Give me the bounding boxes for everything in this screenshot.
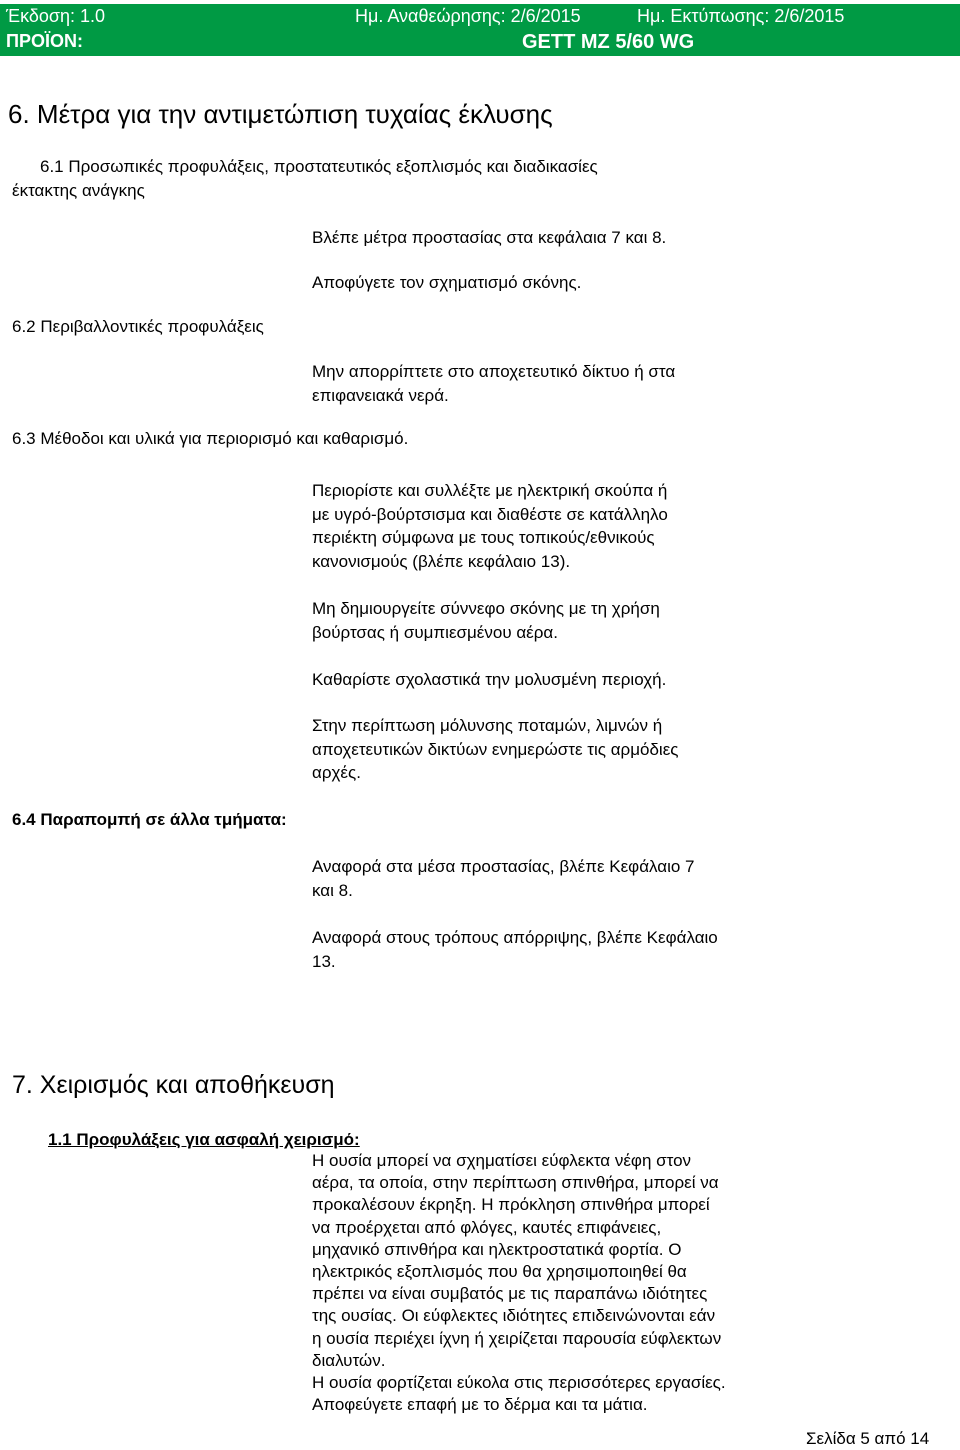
s71-line: πρέπει να είναι συμβατός με τις παραπάνω ιδιότητες [312, 1284, 708, 1304]
s61-text-line2: Αποφύγετε τον σχηματισμό σκόνης. [312, 273, 582, 292]
s64-p2-line: 13. [312, 951, 336, 971]
s63-paragraph-4 [312, 714, 678, 785]
s71-line: ηλεκτρικός εξοπλισμός που θα χρησιμοποιηθεί θα [312, 1262, 687, 1282]
s63-title: 6.3 Μέθοδοι και υλικά για περιορισμό και καθαρισμό. [12, 429, 409, 448]
s62-title: 6.2 Περιβαλλοντικές προφυλάξεις [12, 317, 264, 336]
s71-line: η ουσία περιέχει ίχνη ή χειρίζεται παρουσία εύφλεκτων [312, 1328, 722, 1348]
s71-line: της ουσίας. Οι εύφλεκτες ιδιότητες επιδεινώνονται εάν [312, 1306, 716, 1326]
s63-p1-line: περιέκτη σύμφωνα με τους τοπικούς/εθνικούς [312, 528, 655, 547]
s63-p3-line: Καθαρίστε σχολαστικά την μολυσμένη περιοχή. [312, 670, 667, 689]
s71-line: διαλυτών. [312, 1350, 386, 1370]
s63-p4-line: Στην περίπτωση μόλυνσης ποταμών, λιμνών ή [312, 716, 663, 735]
product-label: ΠΡΟΪΟΝ: [6, 31, 84, 51]
s64-p1-line: και 8. [312, 880, 353, 900]
s63-p1-line: με υγρό-βούρτσισμα και διαθέστε σε κατάλληλο [312, 504, 668, 524]
s64-p2-line: Αναφορά στους τρόπους απόρριψης, βλέπε Κεφάλαιο [312, 928, 718, 947]
s71-line: προκαλέσουν έκρηξη. Η πρόκληση σπινθήρα μπορεί [312, 1195, 710, 1215]
s71-line: αέρα, τα οποία, στην περίπτωση σπινθήρα, μπορεί να [312, 1173, 719, 1193]
s63-paragraph-1 [312, 479, 668, 573]
section6-title: 6. Μέτρα για την αντιμετώπιση τυχαίας έκλυσης [8, 99, 553, 129]
print-date: Ημ. Εκτύπωσης: 2/6/2015 [637, 6, 845, 26]
version: Έκδοση: 1.0 [6, 6, 106, 26]
s62-text-line1: Μην απορρίπτετε στο αποχετευτικό δίκτυο ή στα [312, 362, 676, 381]
section7-title: 7. Χειρισμός και αποθήκευση [12, 1071, 335, 1099]
s71-paragraph [312, 1150, 726, 1416]
s61-text-line1: Βλέπε μέτρα προστασίας στα κεφάλαια 7 και 8. [312, 228, 667, 247]
s71-line: να προέρχεται από φλόγες, καυτές επιφάνειες, [312, 1217, 662, 1237]
s61-title-line1: 6.1 Προσωπικές προφυλάξεις, προστατευτικός εξοπλισμός και διαδικασίες [40, 157, 598, 176]
s63-p1-line: Περιορίστε και συλλέξτε με ηλεκτρική σκούπα ή [312, 481, 668, 500]
page-number: Σελίδα 5 από 14 [806, 1429, 930, 1448]
s64-title: 6.4 Παραπομπή σε άλλα τμήματα: [12, 810, 287, 829]
s63-p2-line: βούρτσας ή συμπιεσμένου αέρα. [312, 622, 558, 642]
s63-paragraph-2 [312, 597, 660, 644]
s62-text-line2: επιφανειακά νερά. [312, 386, 449, 405]
s71-line: Η ουσία φορτίζεται εύκολα στις περισσότερες εργασίες. [312, 1373, 726, 1393]
s61-title-line2: έκτακτης ανάγκης [12, 181, 145, 200]
s64-p1-line: Αναφορά στα μέσα προστασίας, βλέπε Κεφάλαιο 7 [312, 857, 695, 876]
s63-paragraph-3 [312, 668, 666, 692]
s71-line: Αποφεύγετε επαφή με το δέρμα και τα μάτια. [312, 1395, 648, 1415]
s63-p2-line: Μη δημιουργείτε σύννεφο σκόνης με τη χρήση [312, 599, 660, 618]
header-bar-bottom [0, 29, 960, 56]
s71-line: Η ουσία μπορεί να σχηματίσει εύφλεκτα νέφη στον [312, 1151, 692, 1170]
s64-paragraph-1 [312, 855, 695, 902]
s63-p4-line: αρχές. [312, 763, 361, 782]
s64-paragraph-2 [312, 926, 718, 973]
s63-p1-line: κανονισμούς (βλέπε κεφάλαιο 13). [312, 551, 571, 571]
s63-p4-line: αποχετευτικών δικτύων ενημερώστε τις αρμόδιες [312, 739, 679, 759]
s71-line: μηχανικό σπινθήρα και ηλεκτροστατικά φορτία. Ο [312, 1239, 682, 1259]
product-name: GETT MZ 5/60 WG [522, 31, 695, 53]
s71-title: 1.1 Προφυλάξεις για ασφαλή χειρισμό: [48, 1130, 360, 1149]
revision-date: Ημ. Αναθεώρησης: 2/6/2015 [355, 6, 581, 26]
